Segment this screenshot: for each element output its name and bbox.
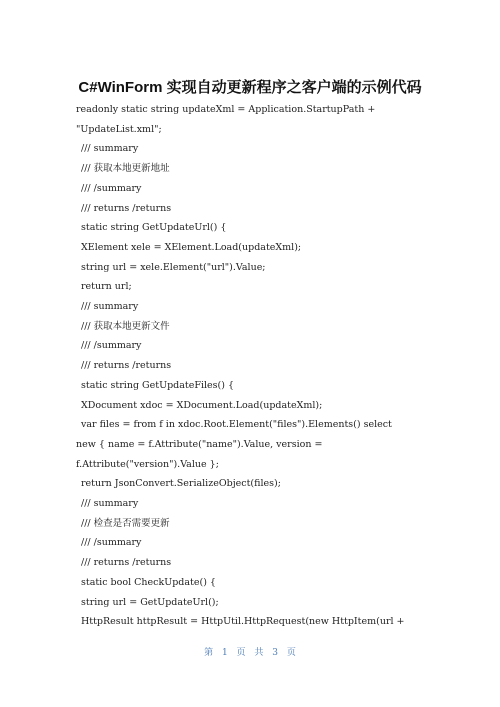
code-line: /// 检查是否需要更新 — [81, 517, 170, 529]
code-line: /// summary — [81, 498, 139, 509]
document-title: C#WinForm 实现自动更新程序之客户端的示例代码 — [78, 79, 422, 96]
code-line: XDocument xdoc = XDocument.Load(updateXml); — [81, 399, 323, 411]
code-line: readonly static string updateXml = Application.StartupPath + — [76, 104, 376, 115]
code-line: /// /summary — [81, 340, 142, 352]
code-line: var files = from f in xdoc.Root.Element("files").Elements() select — [81, 419, 392, 431]
code-line: string url = GetUpdateUrl(); — [81, 596, 219, 608]
code-line: static string GetUpdateUrl() { — [81, 222, 227, 234]
code-line: /// /summary — [81, 182, 142, 194]
page-footer: 第 1 页 共 3 页 — [204, 648, 296, 658]
code-line: string url = xele.Element("url").Value; — [81, 261, 266, 273]
code-line: f.Attribute("version").Value }; — [76, 458, 219, 470]
code-line: static bool CheckUpdate() { — [81, 576, 216, 588]
code-line: HttpResult httpResult = HttpUtil.HttpRequest(new HttpItem(url + — [81, 616, 405, 628]
code-line: /// 获取本地更新地址 — [81, 163, 170, 175]
code-line: /// /summary — [81, 537, 142, 549]
code-line: XElement xele = XElement.Load(updateXml); — [81, 241, 302, 253]
code-line: /// 获取本地更新文件 — [81, 320, 170, 332]
code-line: return JsonConvert.SerializeObject(files); — [81, 478, 281, 490]
code-line: static string GetUpdateFiles() { — [81, 379, 234, 391]
code-line: /// returns /returns — [81, 202, 172, 214]
code-line: new { name = f.Attribute("name").Value, version = — [76, 438, 323, 450]
code-line: return url; — [81, 281, 132, 293]
code-line: /// returns /returns — [81, 557, 172, 569]
code-line: /// returns /returns — [81, 360, 172, 372]
code-line: /// summary — [81, 301, 139, 312]
code-line: "UpdateList.xml"; — [76, 123, 162, 135]
code-line: /// summary — [81, 143, 139, 155]
